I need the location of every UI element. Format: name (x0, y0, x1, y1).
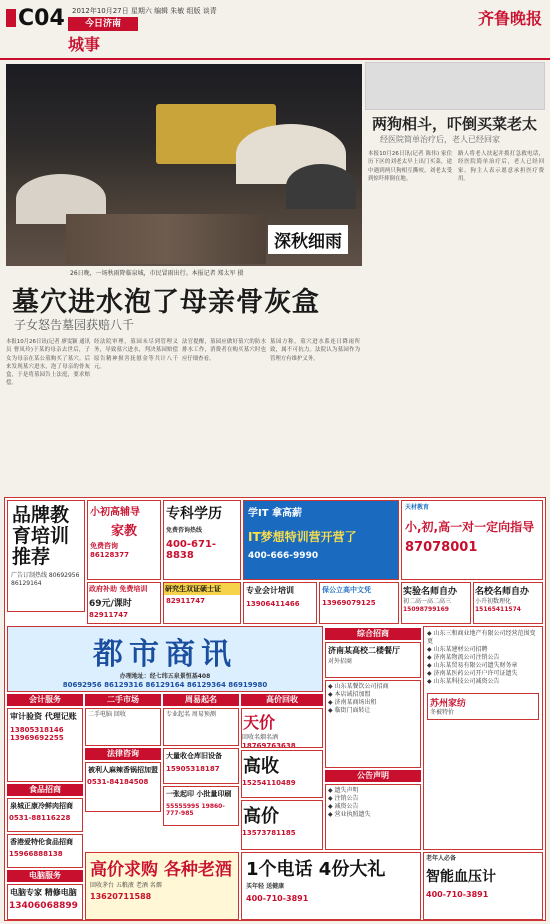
category-legal: 法律咨询 (85, 748, 161, 760)
ad-phone: 广告订制热线 80692956 86129164 (11, 572, 80, 587)
header-rule (0, 58, 550, 60)
ad-graduate (163, 582, 241, 624)
main-headline: 墓穴进水泡了母亲骨灰盒 (12, 287, 320, 318)
newspaper-logo: 齐鲁晚报 (477, 9, 542, 28)
ad-sub: 69元/课时 (89, 599, 132, 609)
category-accounting: 会计服务 (7, 694, 83, 706)
ad-computer-repair (7, 884, 83, 920)
ad-title: 高收 (243, 756, 279, 777)
ad-secondhand: 二手电脑 回收 (85, 708, 161, 746)
ad-sub: 免费咨询热线 (166, 527, 203, 534)
ad-title: 智能血压计 (426, 869, 496, 885)
ad-old-liquor: 高价求购 各种老酒 回收茅台 五粮液 老酒 名烟 13620711588 (85, 852, 239, 920)
ad-meat (7, 798, 83, 832)
ad-sub: 初二高一高二高三 (403, 598, 452, 605)
ad-title: 苏州家纺 (430, 699, 467, 709)
ad-phone: 13406068899 (9, 901, 78, 911)
ad-college (163, 500, 241, 580)
ad-accounting (243, 582, 317, 624)
ad-phone: 13906411466 (246, 600, 300, 608)
ad-notice-list: ◆ 遗失声明 ◆ 注销公告 ◆ 减资公告 ◆ 营业执照遗失 (325, 784, 421, 850)
ad-food-franchise (7, 834, 83, 868)
category-secondhand: 二手市场 (85, 694, 161, 706)
ad-phone: 82911747 (166, 597, 205, 605)
ad-phone: 13620711588 (90, 892, 152, 901)
ad-title: 品牌教育培训推荐 (12, 504, 70, 568)
ad-phone: 15254110489 (242, 779, 296, 787)
main-subhead: 子女怒告墓园获赔八千 (14, 318, 135, 332)
ad-sub: 天材教育 (405, 504, 430, 511)
ad-title: 被利人麻辣香锅招加盟 (88, 766, 158, 774)
ad-brand-education (7, 500, 85, 612)
ad-phone: 15165411574 (475, 606, 521, 613)
page-number: C04 (6, 6, 65, 31)
ad-title: 济南某高校二楼餐厅 (328, 646, 400, 655)
ad-it-camp (243, 500, 399, 580)
ad-printing (163, 786, 239, 826)
ad-sub: 回收名烟名酒 (242, 734, 279, 741)
ad-phone: 400-671-8838 (166, 539, 217, 561)
ad-title: 高价求购 各种老酒 (90, 860, 232, 880)
ad-phone: 免费咨询 86128377 (90, 542, 129, 559)
category-food: 食品招商 (7, 784, 83, 796)
ad-title: 电脑专家 精修电脑 (10, 888, 77, 897)
category-investment: 综合招商 (325, 628, 421, 640)
ad-high-price (241, 708, 323, 748)
dateline: 2012年10月27日 星期六 编辑 朱敏 组版 谈青 (72, 7, 217, 15)
photo-street (66, 214, 266, 264)
ad-title: 天价 (243, 713, 276, 732)
classified-ads (4, 497, 546, 921)
ad-title: 香港爱特伦食品招商 (10, 838, 73, 846)
main-column-2: 经法院审理，墓园未尽到管理义务，导致墓穴进水，判决墓园赔偿原告精神损害抚慰金等共计八千元。 (94, 339, 178, 370)
ad-phone: 15905318187 (166, 765, 220, 773)
ad-title: 名校名师自办 (475, 587, 530, 597)
ad-title: 小初高辅导 (90, 507, 140, 518)
ad-phone: 87078001 (405, 540, 478, 555)
ad-title: 研究生双证硕士证 (164, 583, 240, 595)
ad-phone: 400-710-3891 (246, 894, 309, 903)
ad-phone: 400-710-3891 (426, 890, 489, 899)
category-computer: 电脑服务 (7, 870, 83, 882)
ad-phone: 13969079125 (322, 599, 376, 607)
category-naming: 周易起名 (163, 694, 239, 706)
ad-tiancai (401, 500, 543, 580)
ad-title: 高价 (243, 806, 279, 827)
page-header (0, 0, 550, 60)
ad-phone: 15098799169 (403, 606, 449, 613)
ad-canteen (325, 642, 421, 678)
ad-title: 政府补助 免费培训 (89, 585, 148, 593)
ad-recycle (241, 750, 323, 798)
ad-phone: 55555995 19860-777-985 (166, 803, 225, 817)
right-column-2: 路人将老人扶起并拨打急救电话，经医院简单治疗后，老人已经回家。狗主人表示愿意承担医疗费用。 (458, 151, 544, 182)
ad-highschool (319, 582, 399, 624)
right-top-image (365, 62, 545, 110)
ad-blood-pressure (423, 852, 543, 920)
ad-title: 小,初,高一对一定向指导 (405, 520, 535, 534)
ad-right-list: ◆ 山东三和商业地产有限公司经营范围变更 ◆ 山东某建材公司招聘 ◆ 济南某物流公司注销公告 ◆ 山东某贸易有限公司遗失财务章 ◆ 济南某医药公司开户许可证遗失 ◆ 山东某科技公司减资公告 苏州家纺 冬被特价 (423, 626, 543, 850)
ad-sub: 冬被特价 (430, 709, 455, 716)
ad-high-price-2 (241, 800, 323, 850)
photo-overlay-text: 深秋细雨 (268, 225, 348, 254)
ad-naming: 专业起名 周易预测 (163, 708, 239, 746)
ad-sub: 学IT 拿高薪 (248, 508, 303, 519)
market-phones: 80692956 86129316 86129164 86129364 86919980 (62, 681, 268, 689)
ad-phone: 400-666-9990 (248, 551, 319, 561)
ad-famous-teacher (473, 582, 543, 624)
ad-phone: 0531-88116228 (9, 814, 71, 822)
ad-home-textile (427, 693, 539, 720)
right-subhead: 经医院简单治疗后，老人已经回家 (380, 135, 500, 144)
category-recycling: 高价回收 (241, 694, 323, 706)
ad-title: 专业会计培训 (246, 586, 294, 595)
ad-sub: 小升初数理化 (475, 598, 512, 605)
main-column-3: 法官提醒，墓园应做好墓穴的防水排水工作，消费者在购买墓穴时也应仔细查看。 (182, 339, 266, 362)
ad-sub: 买年轻 送健康 (246, 883, 285, 890)
right-column-1: 本报10月26日讯(记者 陈伟) 家住历下区的刘老太早上出门买菜，途中遇到两只狗相互撕咬，刘老太受到惊吓摔倒在地。 (368, 151, 452, 182)
ad-experiment (401, 582, 471, 624)
ad-sub: 家教 (110, 524, 137, 539)
ad-title: 审计验资 代理记账 (10, 712, 77, 721)
ad-investment-list: ◆ 山东某餐饮公司招商 ◆ 本店诚招加盟 ◆ 济南某商场出租 ◆ 临街门面转让 (325, 680, 421, 768)
main-column-4: 墓园方称，墓穴进水系连日降雨所致，属不可抗力。法院认为墓园作为管理方有维护义务。 (270, 339, 360, 362)
ad-sub: 对外招商 (328, 658, 353, 665)
ad-phone: 15966888138 (9, 850, 63, 858)
ad-phone: 13805318146 13969692255 (10, 726, 64, 742)
photo-caption: 26日晚，一场秋雨降临泉城，市民冒雨出行。本报记者 郑太军 摄 (70, 270, 244, 277)
ad-warehouse (163, 748, 239, 784)
rain-photo (6, 64, 362, 266)
market-sub: 办理地址：经七纬五泉景恒基408 (119, 673, 211, 680)
ad-sub: 老年人必备 (426, 855, 457, 862)
ad-tutoring (87, 500, 161, 580)
market-title: 都市商讯 (93, 637, 237, 672)
ad-title: IT梦想特训营开营了 (248, 530, 357, 544)
section-label: 今日济南 (68, 17, 138, 31)
right-headline: 两狗相斗，吓倒买菜老太 (372, 115, 538, 133)
umbrella-shape (286, 164, 356, 209)
ad-phone: 82911747 (89, 611, 128, 619)
section-title: 城事 (68, 35, 101, 54)
ad-title: 实验名师自办 (403, 587, 458, 597)
ad-title: 专科学历 (166, 506, 222, 522)
ad-phone: 13573781185 (242, 829, 296, 837)
ad-title: 一张起印 小批量印刷 (166, 790, 232, 798)
main-column-1: 本报10月26日讯(记者 廖雯颖 通讯员 曹凤玲)于某的母亲去世后，子女为母亲在某公墓购买了墓穴。后来发现墓穴进水，泡了母亲的骨灰盒，于是将墓园告上法庭，要求赔偿。 (6, 339, 90, 387)
ad-spicy-pot (85, 762, 161, 812)
ad-title: 保公立高中文凭 (322, 586, 371, 594)
ad-title: 泉城正康冷鲜肉招商 (10, 802, 73, 810)
category-notice: 公告声明 (325, 770, 421, 782)
ad-four-gifts (241, 852, 421, 920)
ad-gov-training (87, 582, 161, 624)
ad-phone: 0531-84184508 (87, 778, 149, 786)
ad-market-banner (7, 626, 323, 692)
ad-audit (7, 708, 83, 782)
ad-phone: 18769763638 (242, 742, 296, 748)
ad-title: 大量收仓库旧设备 (166, 752, 222, 760)
ad-title: 1个电话 4份大礼 (246, 859, 386, 880)
